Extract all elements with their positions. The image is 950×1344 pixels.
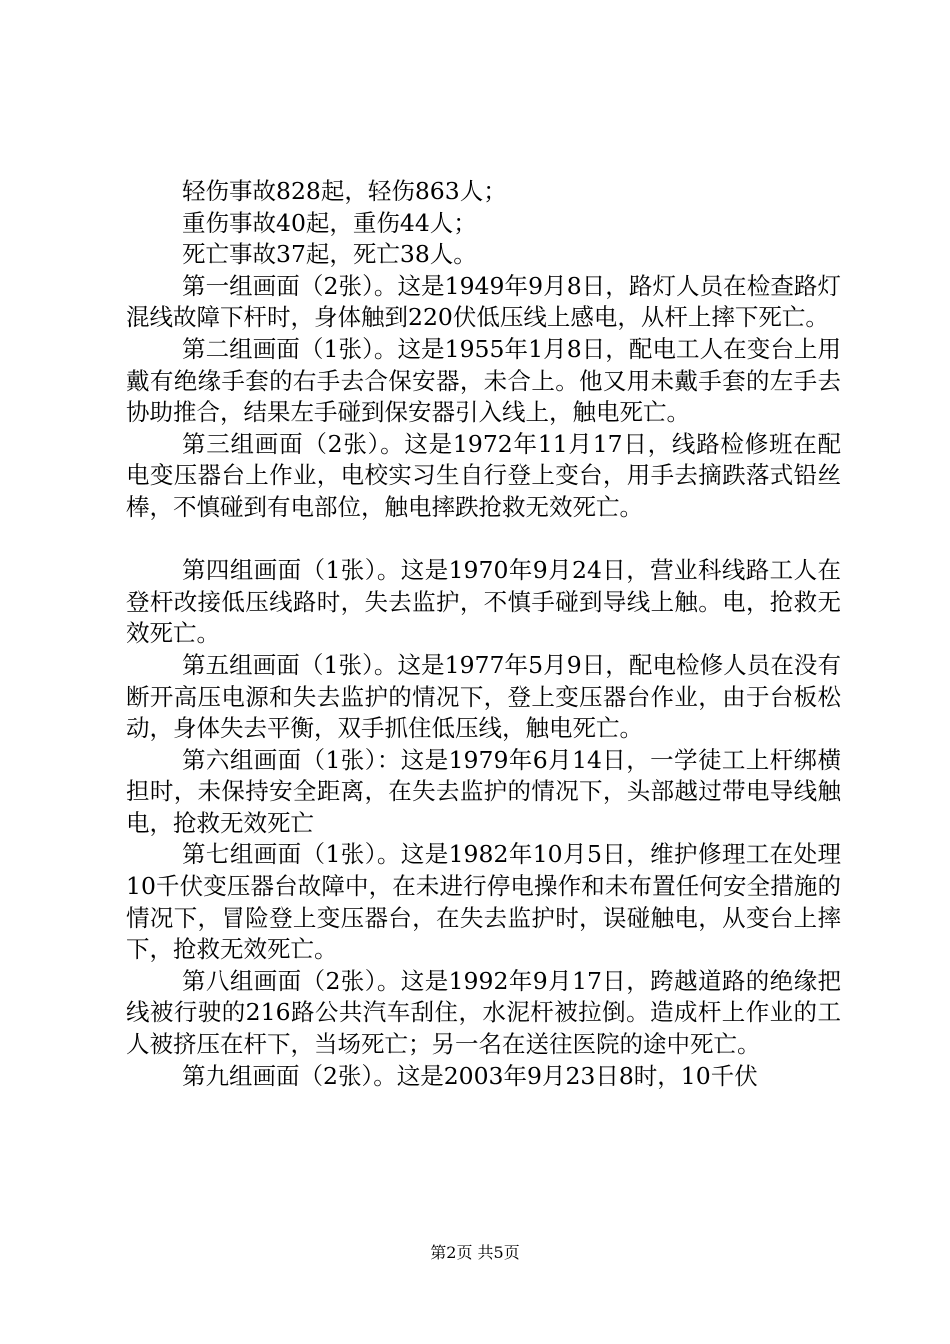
paragraph-serious-injury: 重伤事故40起，重伤44人；	[182, 208, 477, 237]
paragraph-group-8: 第八组画面（2张）。这是1992年9月17日，跨越道路的绝缘把线被行驶的216路公共汽车刮住，水泥杆被拉倒。造成杆上作业的工人被挤压在杆下，当场死亡；另一名在送往医院的途中死亡。	[126, 966, 841, 1059]
paragraph-group-2: 第二组画面（1张）。这是1955年1月8日，配电工人在变台上用戴有绝缘手套的右手去合保安器，未合上。他又用未戴手套的左手去协助推合，结果左手碰到保安器引入线上，触电死亡。	[126, 334, 841, 427]
paragraph-group-9: 第九组画面（2张）。这是2003年9月23日8时，10千伏	[182, 1061, 758, 1090]
paragraph-group-4: 第四组画面（1张）。这是1970年9月24日，营业科线路工人在登杆改接低压线路时，失去监护，不慎手碰到导线上触。电，抢救无效死亡。	[126, 556, 841, 648]
paragraph-fatality: 死亡事故37起，死亡38人。	[182, 240, 477, 269]
paragraph-group-6: 第六组画面（1张）：这是1979年6月14日，一学徒工上杆绑横担时，未保持安全距离，在失去监护的情况下，头部越过带电导线触电，抢救无效死亡	[126, 745, 841, 837]
paragraph-group-3: 第三组画面（2张）。这是1972年11月17日，线路检修班在配电变压器台上作业，电校实习生自行登上变台，用手去摘跌落式铅丝棒，不慎碰到有电部位，触电摔跌抢救无效死亡。	[126, 429, 841, 521]
paragraph-minor-injury: 轻伤事故828起，轻伤863人；	[182, 177, 507, 205]
document-body	[126, 176, 841, 1092]
paragraph-group-5: 第五组画面（1张）。这是1977年5月9日，配电检修人员在没有断开高压电源和失去监护的情况下，登上变压器台作业，由于台板松动，身体失去平衡，双手抓住低压线，触电死亡。	[126, 650, 841, 743]
paragraph-group-1: 第一组画面（2张）。这是1949年9月8日，路灯人员在检查路灯混线故障下杆时，身体触到220伏低压线上感电，从杆上摔下死亡。	[126, 271, 841, 332]
blank-line	[126, 524, 841, 556]
page-number-footer: 第2页 共5页	[430, 1243, 520, 1262]
paragraph-group-7: 第七组画面（1张）。这是1982年10月5日，维护修理工在处理10千伏变压器台故障中，在未进行停电操作和未布置任何安全措施的情况下，冒险登上变压器台，在失去监护时，误碰触电，从变台上摔下，抢救无效死亡。	[126, 840, 841, 964]
